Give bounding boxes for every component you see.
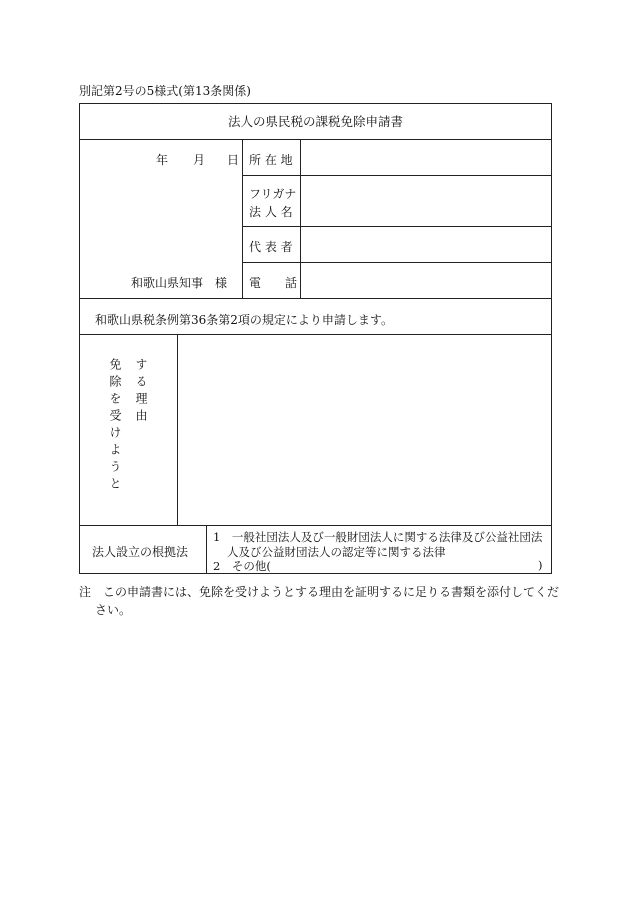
statement-text: 和歌山県税条例第36条第2項の規定により申請します。 [95, 313, 393, 327]
corp-name-field[interactable] [302, 177, 550, 225]
corp-name-label: 法 人 名 [249, 205, 293, 219]
date-day: 日 [227, 153, 240, 167]
address-field[interactable] [302, 141, 550, 174]
furigana-label: フリガナ [249, 187, 297, 201]
representative-field[interactable] [302, 228, 550, 261]
basis-option-1-line2: 人及び公益財団法人の認定等に関する法律 [227, 545, 446, 559]
date-year: 年 [156, 153, 169, 167]
reason-label-left: 免除を受けようと [108, 358, 122, 494]
basis-option-2-close: ) [538, 558, 543, 572]
phone-label: 電 話 [249, 276, 298, 290]
note-line-2: さい。 [95, 603, 132, 617]
representative-label: 代 表 者 [249, 240, 293, 254]
basis-label: 法人設立の根拠法 [92, 545, 189, 559]
basis-option-1-line1: 1 一般社団法人及び一般財団法人に関する法律及び公益社団法 [213, 530, 543, 544]
basis-option-2: 2 その他( [213, 559, 271, 573]
addressee: 和歌山県知事 様 [131, 276, 228, 290]
reason-field[interactable] [179, 336, 550, 524]
form-label: 別記第2号の5様式(第13条関係) [79, 84, 251, 98]
reason-label-right: する理由 [134, 358, 148, 426]
form-title: 法人の県民税の課税免除申請書 [227, 114, 403, 129]
basis-other-field[interactable] [272, 558, 534, 572]
phone-field[interactable] [302, 264, 550, 297]
address-label: 所 在 地 [249, 153, 293, 167]
note-line-1: 注 この申請書には、免除を受けようとする理由を証明するに足りる書類を添付してくだ [79, 585, 560, 599]
date-month: 月 [193, 153, 206, 167]
